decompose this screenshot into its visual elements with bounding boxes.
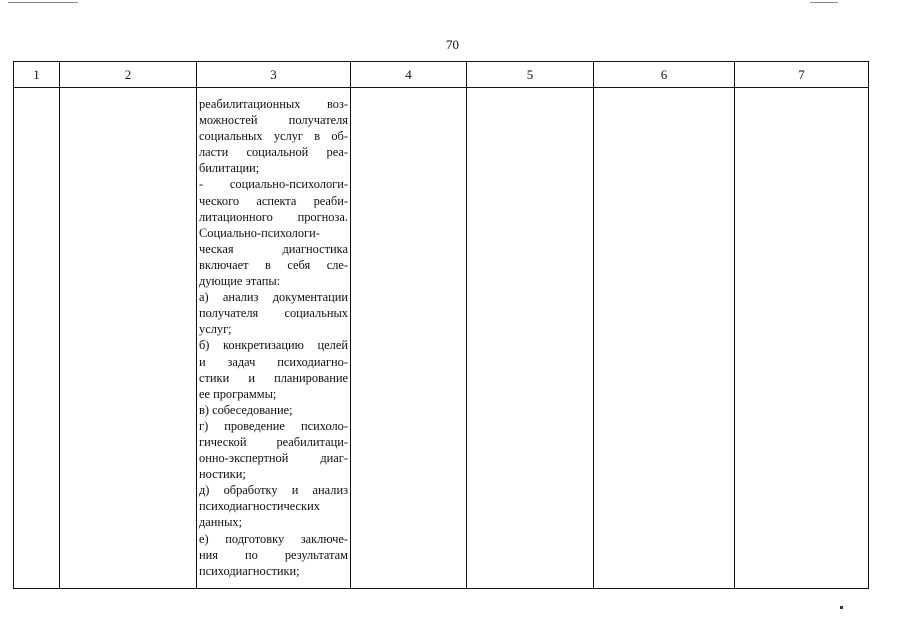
cell-col-5 bbox=[467, 88, 594, 589]
text-line: стики и планирование bbox=[199, 370, 348, 385]
text-line: ее программы; bbox=[199, 386, 277, 401]
page-number: 70 bbox=[446, 37, 459, 52]
column-header-7: 7 bbox=[735, 62, 869, 88]
text-line: социальных услуг в об- bbox=[199, 129, 348, 144]
text-line: психодиагностических bbox=[199, 499, 320, 514]
text-line: ния по результатам bbox=[199, 547, 348, 562]
cell-col-4 bbox=[351, 88, 467, 589]
text-line: и задач психодиагно- bbox=[199, 354, 348, 369]
text-line: Социально-психологи- bbox=[199, 225, 320, 240]
text-line: данных; bbox=[199, 515, 243, 530]
text-line: психодиагностики; bbox=[199, 563, 300, 578]
text-line: - социально-психологи- bbox=[199, 177, 348, 192]
cell-col-6 bbox=[594, 88, 735, 589]
text-line: литационного прогноза. bbox=[199, 209, 348, 224]
column-header-3: 3 bbox=[197, 62, 351, 88]
header-row bbox=[14, 62, 869, 88]
text-line: дующие этапы: bbox=[199, 274, 281, 289]
text-line: билитации; bbox=[199, 161, 260, 176]
text-line: ностики; bbox=[199, 467, 246, 482]
text-line: услуг; bbox=[199, 322, 232, 337]
text-line: реабилитационных воз- bbox=[199, 97, 348, 111]
document-table bbox=[13, 61, 869, 589]
text-line: гической реабилитаци- bbox=[199, 434, 348, 449]
cell-col-1 bbox=[14, 88, 60, 589]
table-row bbox=[14, 88, 869, 589]
column-header-6: 6 bbox=[594, 62, 735, 88]
text-line: включает в себя сле- bbox=[199, 257, 348, 272]
text-line: можностей получателя bbox=[199, 113, 348, 128]
cell-col-2 bbox=[60, 88, 197, 589]
text-line: е) подготовку заключе- bbox=[199, 531, 348, 546]
column-header-5: 5 bbox=[467, 62, 594, 88]
column-header-2: 2 bbox=[60, 62, 197, 88]
text-line: а) анализ документации bbox=[199, 290, 348, 305]
scan-artifact-top-left bbox=[8, 2, 78, 3]
column-header-1: 1 bbox=[14, 62, 60, 88]
text-line: б) конкретизацию целей bbox=[199, 338, 348, 353]
text-line: получателя социальных bbox=[199, 306, 348, 321]
column-header-4: 4 bbox=[351, 62, 467, 88]
text-line: д) обработку и анализ bbox=[199, 483, 348, 498]
text-line: ласти социальной реа- bbox=[199, 145, 348, 160]
text-line: ческая диагностика bbox=[199, 241, 348, 256]
scan-artifact-bottom-right bbox=[840, 606, 843, 609]
text-line: ческого аспекта реаби- bbox=[199, 193, 348, 208]
text-line: в) собеседование; bbox=[199, 402, 293, 417]
text-line: онно-экспертной диаг- bbox=[199, 451, 348, 466]
cell-col-3-text bbox=[197, 88, 351, 589]
text-line: г) проведение психоло- bbox=[199, 418, 348, 433]
scan-artifact-top-right bbox=[810, 2, 838, 3]
cell-col-7 bbox=[735, 88, 869, 589]
